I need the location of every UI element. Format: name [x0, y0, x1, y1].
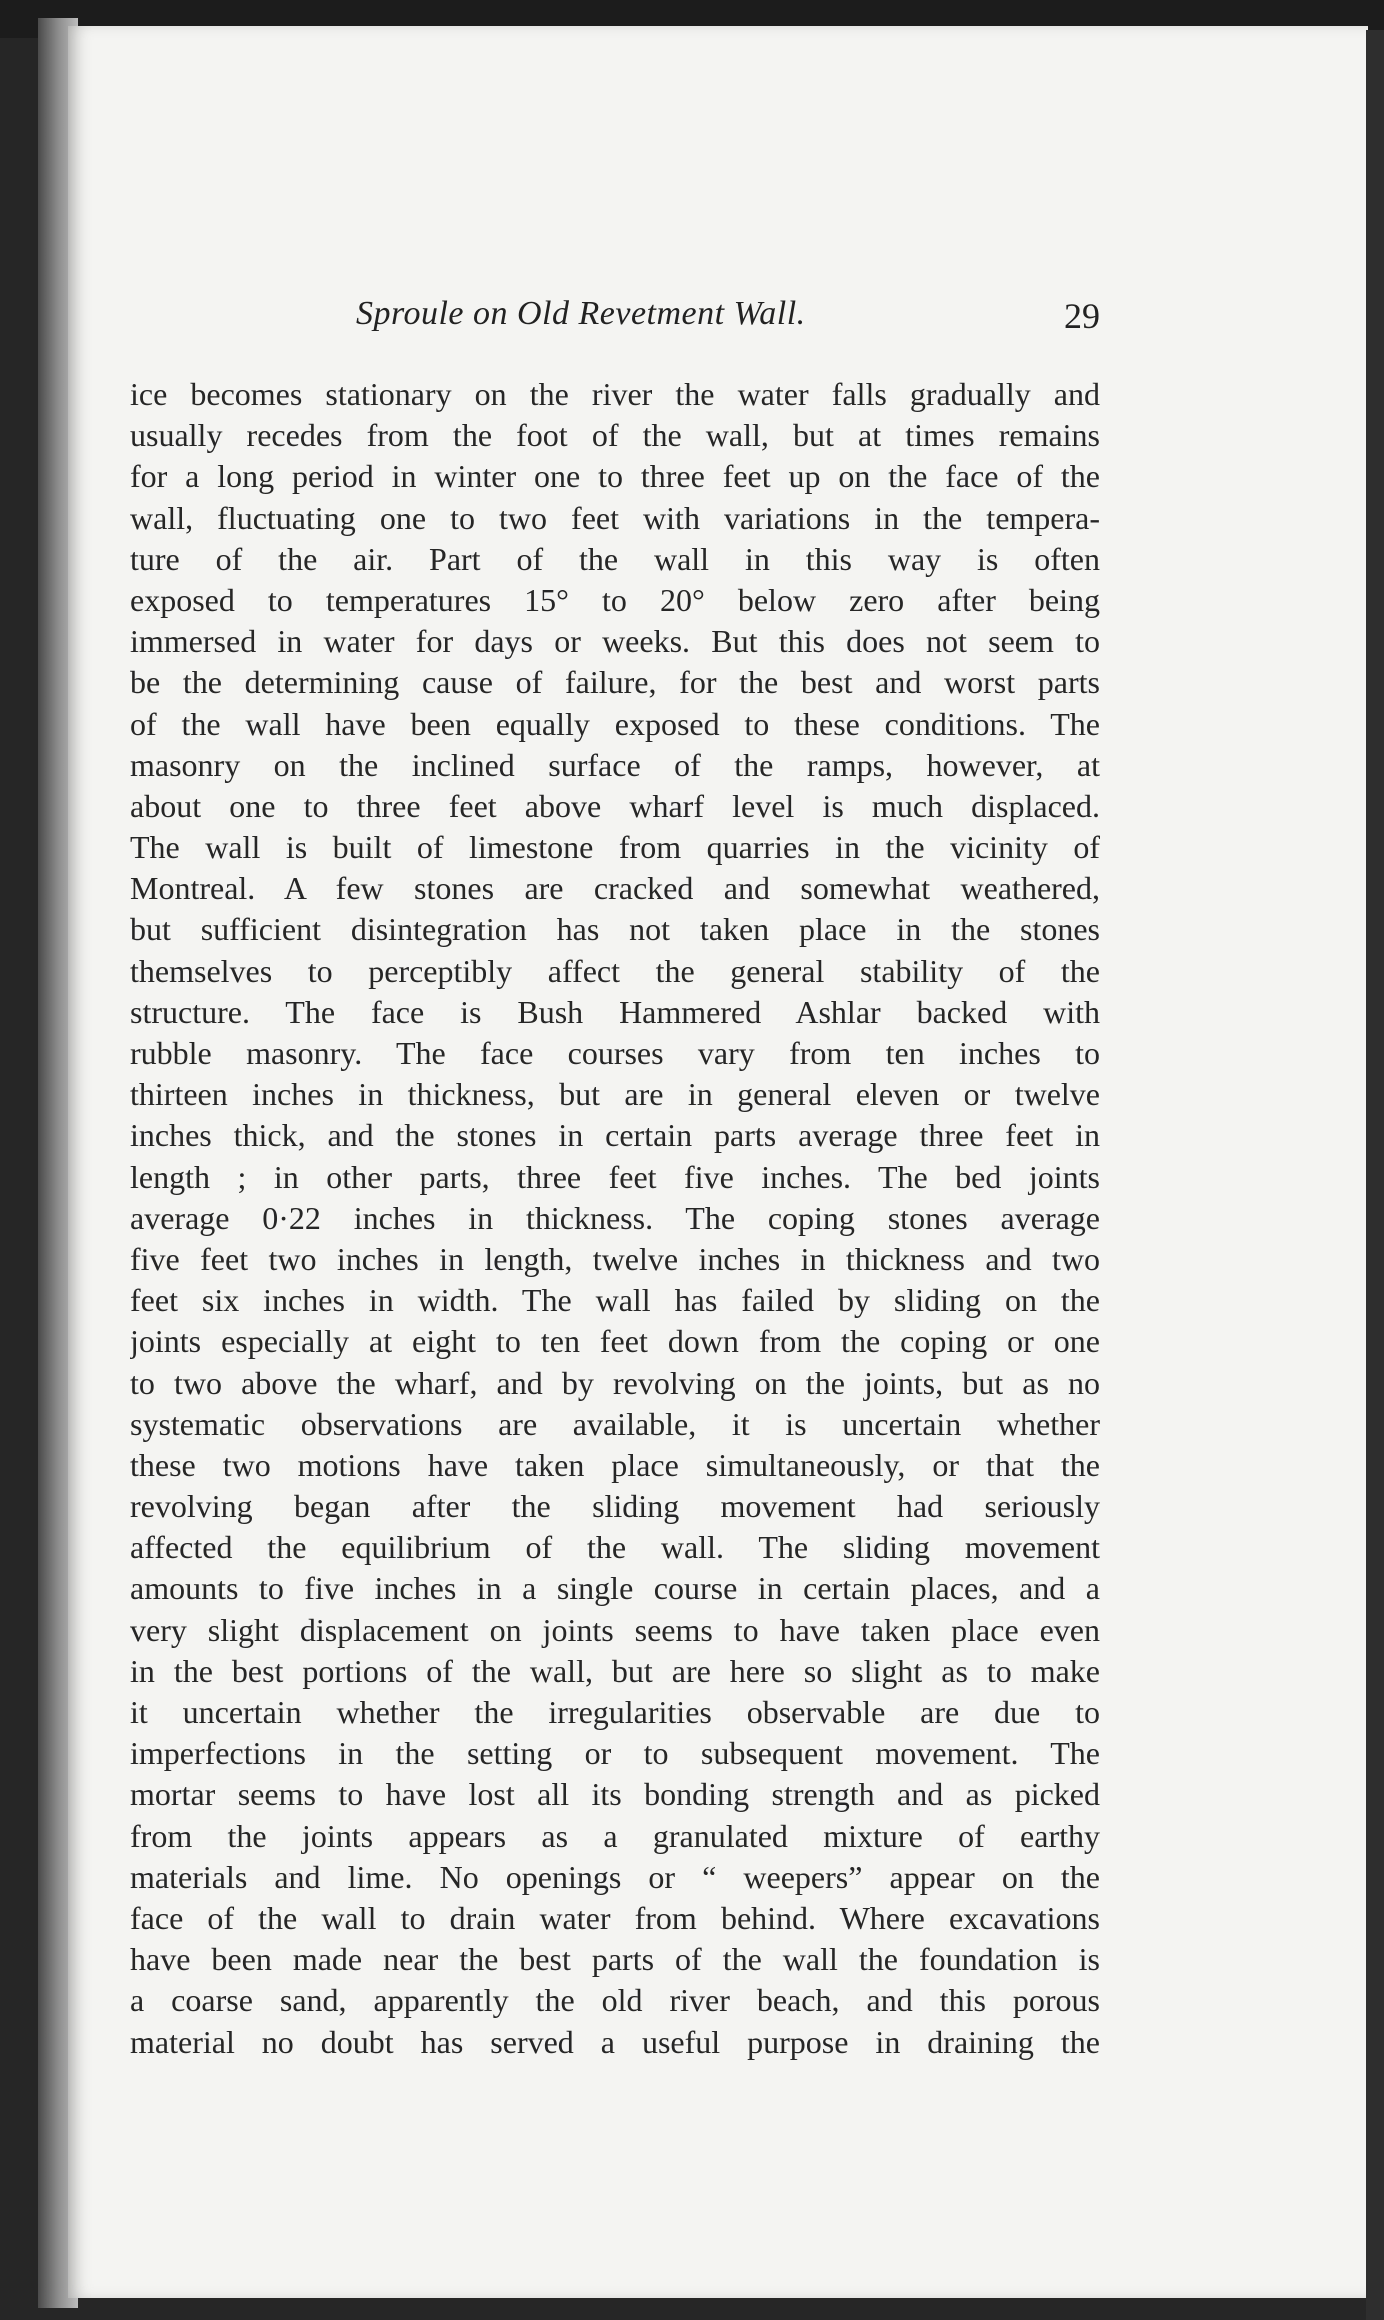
text-line: but sufficient disintegration has not taken place in the stones [130, 911, 1100, 948]
text-line: very slight displacement on joints seems to have taken place even [130, 1611, 1100, 1648]
text-line: joints especially at eight to ten feet down from the coping or one [130, 1323, 1100, 1360]
text-line: of the wall have been equally exposed to these conditions. The [130, 705, 1100, 742]
text-line: a coarse sand, apparently the old river beach, and this porous [130, 1982, 1100, 2019]
text-line: in the best portions of the wall, but are here so slight as to make [130, 1652, 1100, 1689]
body-paragraph [130, 374, 1100, 2063]
text-line: mortar seems to have lost all its bonding strength and as picked [130, 1776, 1100, 1813]
page-number: 29 [1064, 296, 1100, 336]
text-line: ice becomes stationary on the river the water falls gradually and [130, 376, 1100, 412]
page-header [356, 295, 1100, 345]
text-line: have been made near the best parts of the wall the foundation is [130, 1941, 1100, 1978]
text-line: for a long period in winter one to three feet up on the face of the [130, 458, 1100, 495]
text-line: five feet two inches in length, twelve inches in thickness and two [130, 1240, 1100, 1277]
text-line: usually recedes from the foot of the wall, but at times remains [130, 417, 1100, 454]
running-title: Sproule on Old Revetment Wall. [356, 295, 806, 332]
text-line: about one to three feet above wharf level is much displaced. [130, 787, 1100, 824]
text-line: imperfections in the setting or to subsequent movement. The [130, 1735, 1100, 1772]
text-line: ture of the air. Part of the wall in this way is often [130, 540, 1100, 577]
text-line: amounts to five inches in a single course in certain places, and a [130, 1570, 1100, 1607]
text-line: themselves to perceptibly affect the general stability of the [130, 952, 1100, 989]
text-line: to two above the wharf, and by revolving on the joints, but as no [130, 1364, 1100, 1401]
text-line: The wall is built of limestone from quarries in the vicinity of [130, 829, 1100, 866]
text-line: it uncertain whether the irregularities observable are due to [130, 1694, 1100, 1730]
text-line: length ; in other parts, three feet five inches. The bed joints [130, 1158, 1100, 1195]
text-line: materials and lime. No openings or “ weepers” appear on the [130, 1858, 1100, 1895]
text-line: be the determining cause of failure, for the best and worst parts [130, 664, 1100, 701]
text-line: these two motions have taken place simultaneously, or that the [130, 1446, 1100, 1483]
text-line: feet six inches in width. The wall has failed by sliding on the [130, 1282, 1100, 1319]
text-line: immersed in water for days or weeks. But this does not seem to [130, 623, 1100, 660]
text-line: rubble masonry. The face courses vary from ten inches to [130, 1035, 1100, 1071]
text-line: systematic observations are available, it is uncertain whether [130, 1405, 1100, 1442]
scan-border-right [1366, 30, 1384, 2320]
text-line: Montreal. A few stones are cracked and somewhat weathered, [130, 870, 1100, 907]
text-line: revolving began after the sliding movement had seriously [130, 1488, 1100, 1525]
text-line: inches thick, and the stones in certain parts average three feet in [130, 1117, 1100, 1154]
text-line: from the joints appears as a granulated mixture of earthy [130, 1817, 1100, 1854]
text-line: exposed to temperatures 15° to 20° below zero after being [130, 581, 1100, 618]
text-line: masonry on the inclined surface of the ramps, however, at [130, 746, 1100, 783]
text-line: face of the wall to drain water from behind. Where excavations [130, 1899, 1100, 1936]
text-line: material no doubt has served a useful purpose in draining the [130, 2023, 1100, 2060]
text-line: average 0·22 inches in thickness. The coping stones average [130, 1199, 1100, 1236]
text-line: affected the equilibrium of the wall. The sliding movement [130, 1529, 1100, 1566]
text-line: structure. The face is Bush Hammered Ashlar backed with [130, 993, 1100, 1030]
text-line: wall, fluctuating one to two feet with variations in the tempera- [130, 499, 1100, 536]
text-line: thirteen inches in thickness, but are in general eleven or twelve [130, 1076, 1100, 1113]
